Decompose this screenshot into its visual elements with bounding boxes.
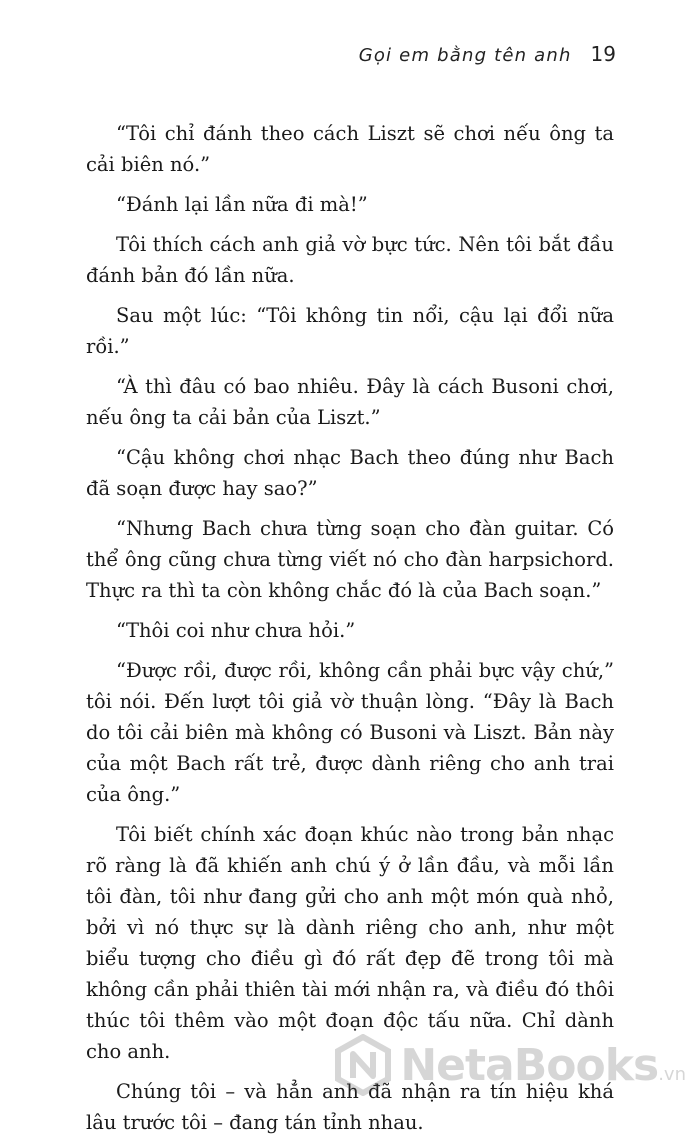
paragraph: Tôi thích cách anh giả vờ bực tức. Nên tôi bắt đầu đánh bản đó lần nữa. — [86, 233, 614, 287]
book-title: Gọi em bằng tên anh — [358, 45, 572, 66]
paragraph: “Được rồi, được rồi, không cần phải bực vậy chứ,” tôi nói. Đến lượt tôi giả vờ thuận lòng. “Đây là Bach do tôi cải biên mà không có Busoni và Liszt. Bản này của một Bach rất trẻ, được dành riêng cho anh trai của ông.” — [86, 659, 614, 806]
watermark-text — [400, 1040, 686, 1091]
netabooks-logo-icon — [332, 1034, 394, 1096]
paragraph: “À thì đâu có bao nhiêu. Đây là cách Busoni chơi, nếu ông ta cải bản của Liszt.” — [86, 375, 614, 429]
page-number: 19 — [590, 42, 616, 66]
paragraph: Tôi biết chính xác đoạn khúc nào trong bản nhạc rõ ràng là đã khiến anh chú ý ở lần đầu, và mỗi lần tôi đàn, tôi như đang gửi cho anh một món quà nhỏ, bởi vì nó thực sự là dành riêng cho anh, như một biểu tượng cho điều gì đó rất đẹp đẽ trong tôi mà không cần phải thiên tài mới nhận ra, và điều đó thôi thúc tôi thêm vào một đoạn độc tấu nữa. Chỉ dành cho anh. — [86, 823, 614, 1063]
paragraph: Sau một lúc: “Tôi không tin nổi, cậu lại đổi nữa rồi.” — [86, 304, 614, 358]
page-body — [86, 118, 614, 1147]
paragraph: Chúng tôi – và hẳn anh đã nhận ra tín hiệu khá lâu trước tôi – đang tán tỉnh nhau. — [86, 1080, 614, 1134]
paragraph: “Cậu không chơi nhạc Bach theo đúng như Bach đã soạn được hay sao?” — [86, 446, 614, 500]
watermark-brand: NetaBooks — [400, 1039, 659, 1091]
running-header — [359, 42, 616, 66]
paragraph: “Nhưng Bach chưa từng soạn cho đàn guitar. Có thể ông cũng chưa từng viết nó cho đàn harpsichord. Thực ra thì ta còn không chắc đó là của Bach soạn.” — [86, 517, 614, 602]
paragraph: “Đánh lại lần nữa đi mà!” — [116, 193, 368, 216]
paragraph: “Tôi chỉ đánh theo cách Liszt sẽ chơi nếu ông ta cải biên nó.” — [86, 122, 614, 176]
watermark-tld: .vn — [658, 1063, 686, 1085]
watermark — [332, 1034, 686, 1096]
paragraph: “Thôi coi như chưa hỏi.” — [116, 619, 356, 642]
